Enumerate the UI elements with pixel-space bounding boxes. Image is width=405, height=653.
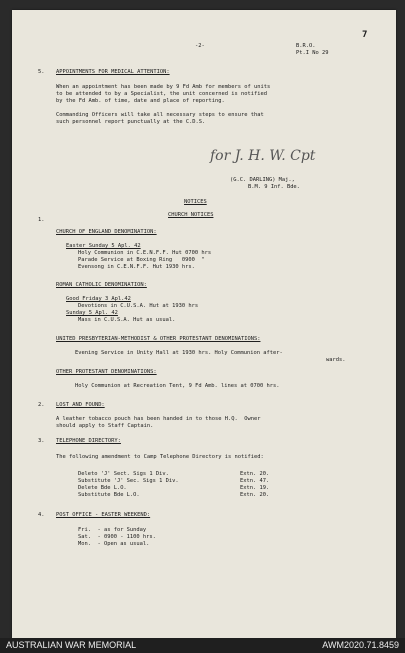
telephone-entry-name-3: Delete Bde L.O. [78, 485, 127, 491]
section-2-number: 2. [38, 402, 45, 408]
coe-heading: CHURCH OF ENGLAND DENOMINATION: [56, 229, 157, 235]
upm-heading: UNITED PRESBYTERIAN-METHODIST & OTHER PROTESTANT DENOMINATIONS: [56, 336, 261, 342]
post-office-line-3: Mon. - Open as usual. [78, 541, 150, 547]
other-protestant-line: Holy Communion at Recreation Tent, 9 Fd Amb. lines at 0700 hrs. [75, 383, 280, 389]
telephone-entry-name-1: Deleto 'J' Sect. Sigs 1 Div. [78, 471, 169, 477]
section-5-para2-line2: such personnel report punctually at the C.D.S. [56, 119, 206, 125]
section-3-heading: TELEPHONE DIRECTORY: [56, 438, 121, 444]
notices-number: 1. [38, 217, 45, 223]
rc-line-2: Devotions in C.U.S.A. Hut at 1930 hrs [78, 303, 199, 309]
reference-line-2: Pt.I No 29 [296, 50, 329, 56]
section-5-heading: APPOINTMENTS FOR MEDICAL ATTENTION: [56, 69, 170, 75]
post-office-line-1: Fri. - as for Sunday [78, 527, 147, 533]
telephone-entry-name-2: Substitute 'J' Sec. Sigs 1 Div. [78, 478, 179, 484]
section-4-number: 4. [38, 512, 45, 518]
page-number: -2- [195, 43, 205, 49]
section-5-para2-line1: Commanding Officers will take all necessary steps to ensure that [56, 112, 264, 118]
section-4-heading: POST OFFICE - EASTER WEEKEND: [56, 512, 151, 518]
corner-mark: 7 [362, 30, 368, 40]
signatory-title: B.M. 9 Inf. Bde. [248, 184, 300, 190]
footer-accession-id: AWM2020.71.8459 [322, 640, 399, 650]
coe-line-4: Evensong in C.E.N.F.F. Hut 1930 hrs. [78, 264, 195, 270]
post-office-line-2: Sat. - 0900 - 1100 hrs. [78, 534, 156, 540]
handwritten-signature: for J. H. W. Cpt [210, 148, 316, 164]
section-5-para1-line1: When an appointment has been made by 9 Fd Amb for members of units [56, 84, 271, 90]
archive-footer [0, 638, 405, 653]
upm-line-1: Evening Service in Unity Hall at 1930 hrs. Holy Communion after- [75, 350, 283, 356]
telephone-entry-ext-2: Extn. 47. [240, 478, 270, 484]
rc-line-1: Good Friday 3 Apl.42 [66, 296, 131, 302]
coe-line-1: Easter Sunday 5 Apl. 42 [66, 243, 141, 249]
rc-line-3: Sunday 5 Apl. 42 [66, 310, 118, 316]
other-protestant-heading: OTHER PROTESTANT DENOMINATIONS: [56, 369, 157, 375]
telephone-entry-ext-1: Extn. 20. [240, 471, 270, 477]
section-3-number: 3. [38, 438, 45, 444]
section-5-para1-line3: by the Fd Amb. of time, date and place of reporting. [56, 98, 225, 104]
upm-line-2: wards. [326, 357, 346, 363]
telephone-entry-ext-3: Extn. 19. [240, 485, 270, 491]
section-2-heading: LOST AND FOUND: [56, 402, 105, 408]
section-2-line-1: A leather tobacco pouch has been handed in to those H.Q. Owner [56, 416, 261, 422]
signatory-name: (G.C. DARLING) Maj., [230, 177, 295, 183]
notices-title: NOTICES [184, 199, 207, 205]
reference-line-1: B.R.O. [296, 43, 316, 49]
section-5-para1-line2: to be attended to by a Specialist, the unit concerned is notified [56, 91, 267, 97]
church-notices-subtitle: CHURCH NOTICES [168, 212, 214, 218]
section-2-line-2: should apply to Staff Captain. [56, 423, 154, 429]
telephone-entry-ext-4: Extn. 20. [240, 492, 270, 498]
telephone-entry-name-4: Substitute Bde L.O. [78, 492, 140, 498]
coe-line-2: Holy Communion in C.E.N.F.F. Hut 0700 hrs [78, 250, 212, 256]
rc-heading: ROMAN CATHOLIC DENOMINATION: [56, 282, 147, 288]
section-3-intro: The following amendment to Camp Telephone Directory is notified: [56, 454, 264, 460]
rc-line-4: Mass in C.U.S.A. Hut as usual. [78, 317, 176, 323]
coe-line-3: Parade Service at Boxing Ring 0900 " [78, 257, 205, 263]
section-5-number: 5. [38, 69, 45, 75]
footer-source: AUSTRALIAN WAR MEMORIAL [6, 640, 137, 650]
